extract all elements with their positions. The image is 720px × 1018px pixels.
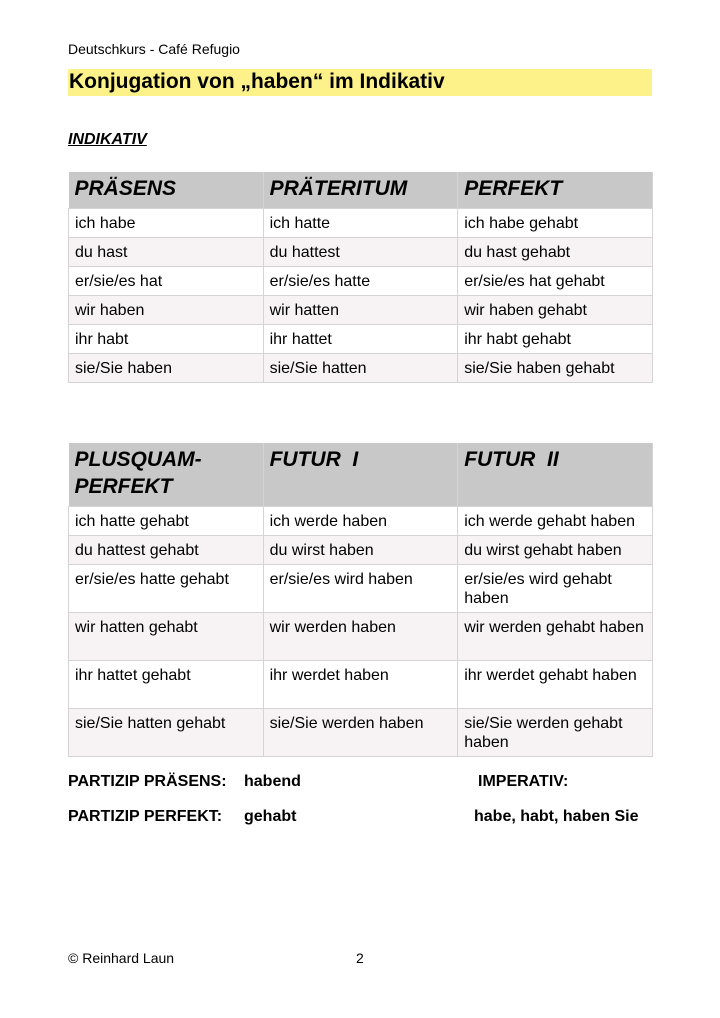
table-cell: ich habe xyxy=(69,209,264,238)
copyright-notice: © Reinhard Laun xyxy=(68,950,175,966)
page-title: Konjugation von „haben“ im Indikativ xyxy=(69,70,445,93)
table-cell: sie/Sie haben xyxy=(69,354,264,383)
column-header: PLUSQUAM- PERFEKT xyxy=(69,443,264,507)
table-cell: er/sie/es wird gehabt haben xyxy=(458,565,653,613)
table-cell: er/sie/es hatte xyxy=(263,267,458,296)
table-row xyxy=(69,613,653,661)
table-cell: sie/Sie werden haben xyxy=(263,709,458,757)
imperativ-label: IMPERATIV: xyxy=(478,773,569,790)
table-cell: du hattest xyxy=(263,238,458,267)
table-cell: wir haben xyxy=(69,296,264,325)
partizip-praesens-value: habend xyxy=(244,773,301,790)
table-cell: er/sie/es hat xyxy=(69,267,264,296)
table-cell: sie/Sie hatten gehabt xyxy=(69,709,264,757)
table-row xyxy=(69,565,653,613)
imperativ-value: habe, habt, haben Sie xyxy=(474,808,639,825)
column-header: PERFEKT xyxy=(458,172,653,209)
table-cell: wir haben gehabt xyxy=(458,296,653,325)
table-row xyxy=(69,507,653,536)
table-cell: sie/Sie werden gehabt haben xyxy=(458,709,653,757)
table-row xyxy=(69,209,653,238)
table-cell: ich hatte xyxy=(263,209,458,238)
table-row xyxy=(69,661,653,709)
title-banner xyxy=(68,69,652,96)
table-cell: ihr habt xyxy=(69,325,264,354)
column-header: PRÄSENS xyxy=(69,172,264,209)
table-cell: du wirst gehabt haben xyxy=(458,536,653,565)
table-row xyxy=(69,325,653,354)
table-row xyxy=(69,536,653,565)
table-cell: er/sie/es hatte gehabt xyxy=(69,565,264,613)
table-row xyxy=(69,238,653,267)
table-cell: ihr habt gehabt xyxy=(458,325,653,354)
table-row xyxy=(69,267,653,296)
table-cell: sie/Sie haben gehabt xyxy=(458,354,653,383)
table-cell: sie/Sie hatten xyxy=(263,354,458,383)
column-header: FUTUR I xyxy=(263,443,458,507)
table-cell: wir hatten gehabt xyxy=(69,613,264,661)
partizip-perfekt-label: PARTIZIP PERFEKT: xyxy=(68,808,223,825)
document-header: Deutschkurs - Café Refugio xyxy=(68,41,240,57)
table-cell: ich habe gehabt xyxy=(458,209,653,238)
table-cell: ihr werdet gehabt haben xyxy=(458,661,653,709)
table-cell: er/sie/es hat gehabt xyxy=(458,267,653,296)
table-row xyxy=(69,296,653,325)
table-cell: wir werden haben xyxy=(263,613,458,661)
partizip-perfekt-value: gehabt xyxy=(244,808,297,825)
partizip-praesens-label: PARTIZIP PRÄSENS: xyxy=(68,773,227,790)
table-cell: ihr hattet gehabt xyxy=(69,661,264,709)
table-cell: du hattest gehabt xyxy=(69,536,264,565)
conjugation-table-2 xyxy=(68,443,653,757)
table-cell: du hast gehabt xyxy=(458,238,653,267)
column-header: PRÄTERITUM xyxy=(263,172,458,209)
conjugation-table-1 xyxy=(68,172,653,383)
table-cell: ich werde haben xyxy=(263,507,458,536)
table-cell: wir hatten xyxy=(263,296,458,325)
page-number: 2 xyxy=(356,950,364,966)
table-cell: ihr hattet xyxy=(263,325,458,354)
table-cell: er/sie/es wird haben xyxy=(263,565,458,613)
table-cell: du hast xyxy=(69,238,264,267)
table-row xyxy=(69,354,653,383)
table-row xyxy=(69,709,653,757)
table-cell: ich werde gehabt haben xyxy=(458,507,653,536)
table-cell: du wirst haben xyxy=(263,536,458,565)
table-cell: ich hatte gehabt xyxy=(69,507,264,536)
table-cell: ihr werdet haben xyxy=(263,661,458,709)
table-header-row xyxy=(69,172,653,209)
table-cell: wir werden gehabt haben xyxy=(458,613,653,661)
section-label: INDIKATIV xyxy=(68,131,147,148)
table-header-row xyxy=(69,443,653,507)
column-header: FUTUR II xyxy=(458,443,653,507)
